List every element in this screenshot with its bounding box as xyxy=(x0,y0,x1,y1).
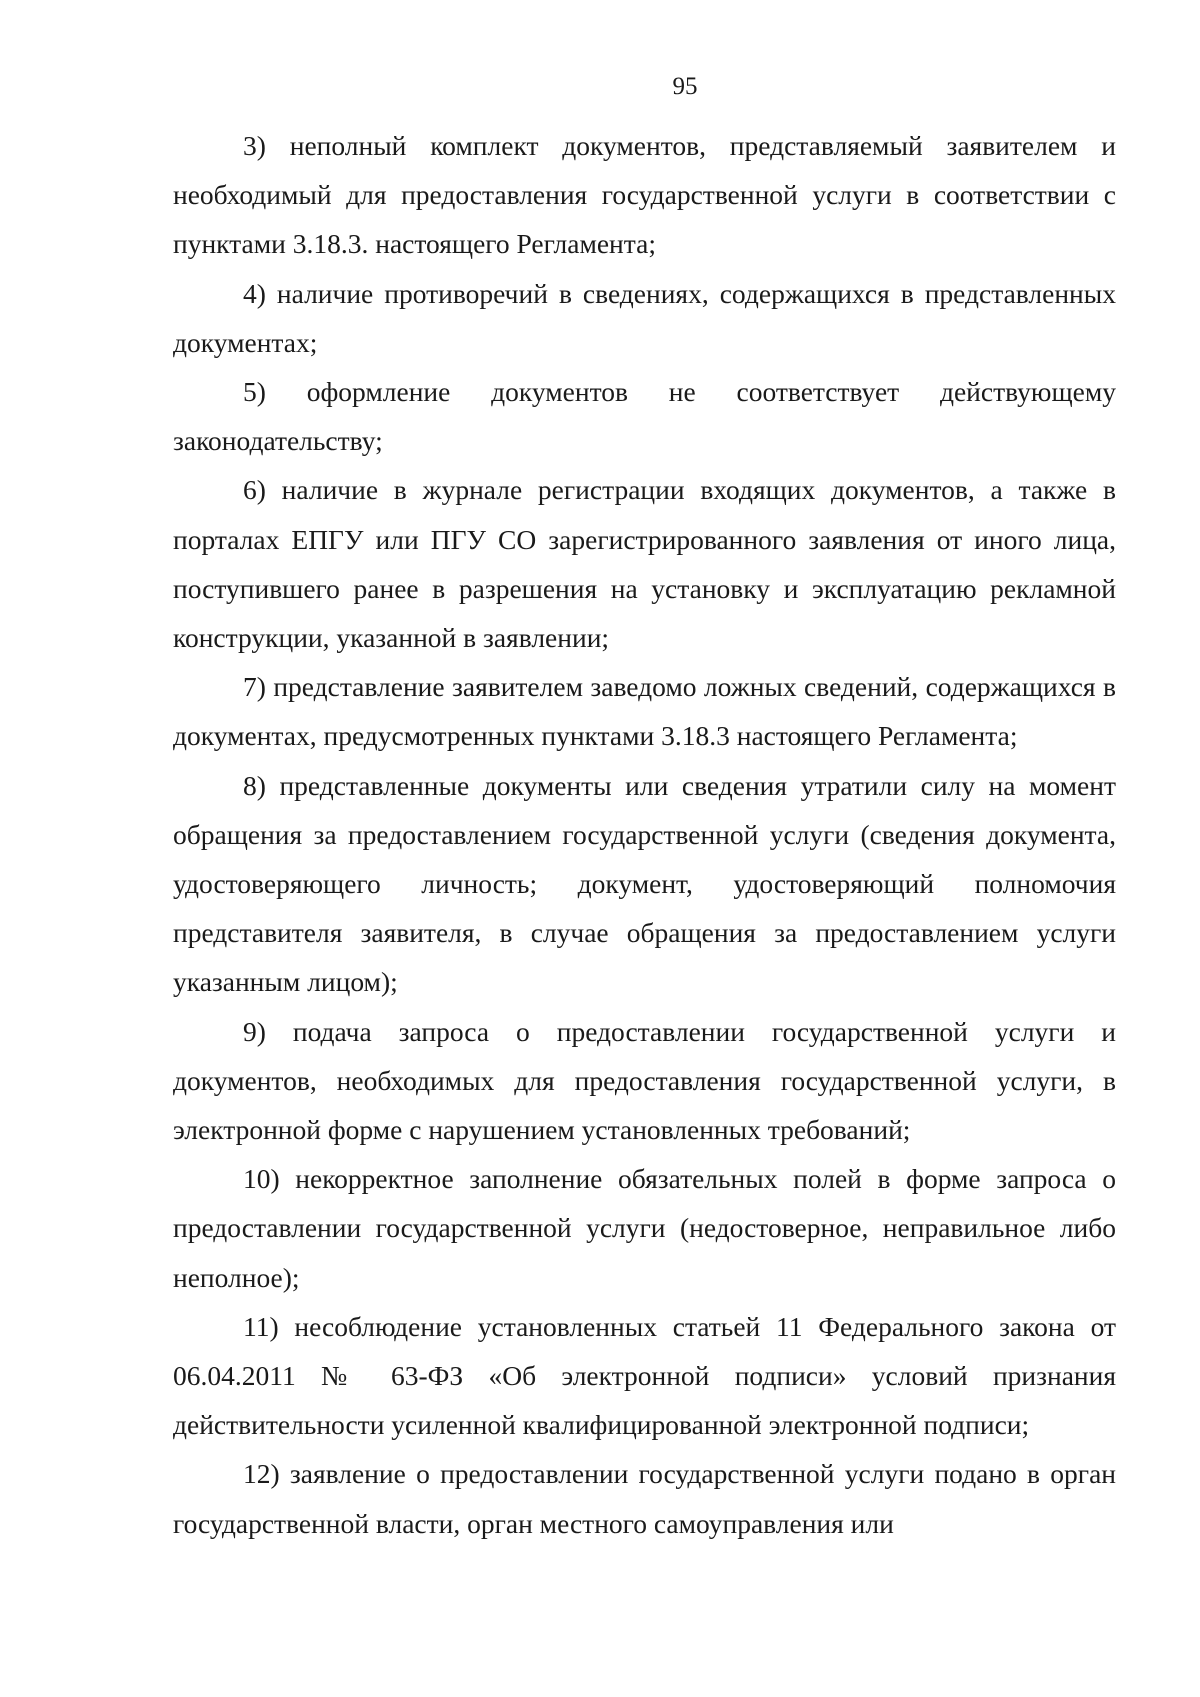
list-item-7: 7) представление заявителем заведомо ложных сведений, содержащихся в документах, предусмотренных пунктами 3.18.3 настоящего Регламента; xyxy=(173,671,1116,752)
list-item-10: 10) некорректное заполнение обязательных полей в форме запроса о предоставлении государственной услуги (недостоверное, неправильное либо неполное); xyxy=(173,1163,1116,1293)
list-item-11: 11) несоблюдение установленных статьей 11 Федерального закона от 06.04.2011 № 63-ФЗ «Об электронной подписи» условий признания действительности усиленной квалифицированной электронной подписи; xyxy=(173,1310,1116,1441)
list-item-8: 8) представленные документы или сведения утратили силу на момент обращения за предоставлением государственной услуги (сведения документа, удостоверяющего личность; документ, удостоверяющий полномочия представителя заявителя, в случае обращения за предоставлением услуги указанным лицом); xyxy=(173,769,1116,998)
list-item-4: 4) наличие противоречий в сведениях, содержащихся в представленных документах; xyxy=(173,277,1116,358)
list-item-6: 6) наличие в журнале регистрации входящих документов, а также в порталах ЕПГУ или ПГУ СО зарегистрированного заявления от иного лица, поступившего ранее в разрешения на установку и эксплуатацию рекламной конструкции, указанной в заявлении; xyxy=(173,474,1116,654)
page-number: 95 xyxy=(672,73,698,100)
list-item-5: 5) оформление документов не соответствует действующему законодательству; xyxy=(173,376,1116,457)
list-item-3: 3) неполный комплект документов, представляемый заявителем и необходимый для предоставления государственной услуги в соответствии с пунктами 3.18.3. настоящего Регламента; xyxy=(173,130,1116,260)
list-item-12: 12) заявление о предоставлении государственной услуги подано в орган государственной власти, орган местного самоуправления или xyxy=(173,1458,1116,1539)
document-body xyxy=(173,121,1116,1548)
list-item-9: 9) подача запроса о предоставлении государственной услуги и документов, необходимых для предоставления государственной услуги, в электронной форме с нарушением установленных требований; xyxy=(173,1015,1116,1146)
